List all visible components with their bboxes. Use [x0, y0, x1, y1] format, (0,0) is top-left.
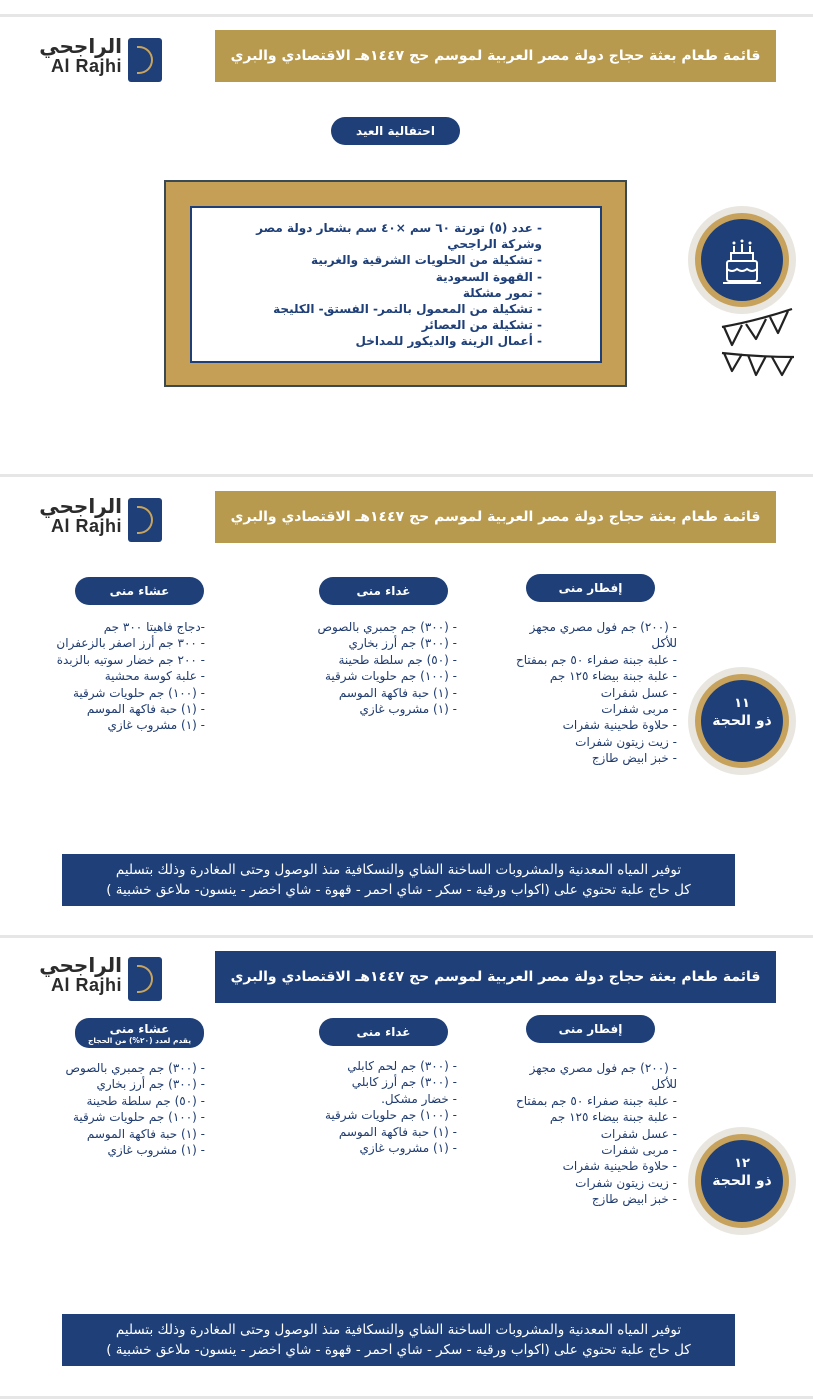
lunch-list	[325, 1058, 457, 1156]
list-item: - (١) مشروب غازي	[359, 1141, 457, 1156]
list-item: - عسل شفرات	[600, 1126, 677, 1141]
list-item: - (٥٠) جم سلطة طحينة	[338, 652, 457, 667]
list-item: - علبة جبنة بيضاء ١٢٥ جم	[549, 669, 677, 684]
logo-mark-icon	[128, 957, 162, 1001]
badge-ring	[695, 213, 789, 307]
list-item: - (٣٠٠) جم أرز بخاري	[96, 1077, 205, 1092]
day-badge	[688, 1127, 796, 1235]
dinner-pill-title: عشاء منى	[109, 1022, 170, 1036]
page-divider	[0, 474, 813, 477]
list-item: - (١٠٠) جم حلويات شرقية	[324, 1108, 457, 1123]
list-item: - علبة جبنة صفراء ٥٠ جم بمفتاح	[515, 1093, 677, 1108]
day-month: ذو الحجة	[712, 1173, 772, 1189]
badge-ring	[695, 1134, 789, 1228]
logo-arabic-text: الراجحي	[39, 953, 122, 977]
list-item: - (١) مشروب غازي	[107, 1143, 205, 1158]
badge-inner	[701, 680, 783, 762]
list-item: - (١) حبة فاكهة الموسم	[338, 1124, 457, 1139]
page-divider	[0, 14, 813, 17]
day-badge	[688, 667, 796, 775]
list-item: - خضار مشكل.	[381, 1091, 457, 1106]
menu-title-banner: قائمة طعام بعثة حجاج دولة مصر العربية لموسم حج ١٤٤٧هـ الاقتصادي والبري	[215, 951, 776, 1003]
page-divider	[0, 1396, 813, 1399]
logo-mark-icon	[128, 498, 162, 542]
list-item: - ٣٠٠ جم أرز اصفر بالزعفران	[56, 636, 205, 651]
menu-title-banner: قائمة طعام بعثة حجاج دولة مصر العربية لموسم حج ١٤٤٧هـ الاقتصادي والبري	[215, 30, 776, 82]
dinner-pill	[75, 1018, 204, 1048]
note-line: كل حاج علبة تحتوي على (اكواب ورقية - سكر - شاي احمر - قهوة - شاي اخضر - ينسون- ملاعق خشبية )	[106, 1342, 691, 1358]
list-item: - (٥٠) جم سلطة طحينة	[86, 1093, 205, 1108]
note-line: توفير المياه المعدنية والمشروبات الساخنة الشاي والنسكافية منذ الوصول وحتى المغادرة وذلك بتسليم	[115, 1322, 682, 1338]
list-item: - حلاوة طحينية شفرات	[562, 718, 677, 733]
list-item: - (٢٠٠) جم فول مصري مجهز	[529, 620, 677, 634]
beverages-note	[62, 1314, 735, 1366]
day-number: ١١	[734, 696, 750, 711]
logo-latin-text: Al Rajhi	[50, 56, 122, 76]
al-rajhi-logo	[32, 494, 162, 544]
list-item: - خبز ابيض طازج	[591, 1192, 677, 1207]
list-item: - (٣٠٠) جم أرز كابلي	[351, 1075, 457, 1090]
logo-latin-text: Al Rajhi	[50, 516, 122, 536]
list-item: - زيت زيتون شفرات	[575, 1175, 677, 1190]
list-item: - (١٠٠) جم حلويات شرقية	[324, 669, 457, 684]
lunch-list	[318, 619, 457, 717]
dinner-list	[66, 1060, 205, 1158]
list-item: - (٣٠٠) جم جمبري بالصوص	[317, 620, 457, 634]
page-divider	[0, 935, 813, 938]
badge-inner	[701, 1140, 783, 1222]
list-item: - مربى شفرات	[601, 702, 677, 717]
eid-celebration-pill: احتفالية العيد	[331, 117, 460, 145]
list-item: وشركة الراجحي	[447, 237, 542, 252]
note-line: توفير المياه المعدنية والمشروبات الساخنة الشاي والنسكافية منذ الوصول وحتى المغادرة وذلك بتسليم	[115, 862, 682, 878]
list-item: - عدد (٥) تورتة ٦٠ سم ×٤٠ سم بشعار دولة مصر	[256, 221, 542, 235]
list-item: - (١) حبة فاكهة الموسم	[338, 685, 457, 700]
lunch-pill: غداء منى	[319, 1018, 448, 1046]
list-item: - (١٠٠) جم حلويات شرقية	[72, 685, 205, 700]
breakfast-pill: إفطار منى	[526, 1015, 655, 1043]
list-item: - (١) حبة فاكهة الموسم	[86, 702, 205, 717]
list-item: - تشكيلة من العصائر	[421, 318, 542, 333]
list-item: - علبة جبنة بيضاء ١٢٥ جم	[549, 1110, 677, 1125]
list-item: - أعمال الزينة والديكور للمداخل	[355, 334, 542, 349]
day-number: ١٢	[734, 1156, 750, 1171]
list-item: - ٢٠٠ جم خضار سوتيه بالزبدة	[56, 652, 205, 667]
eid-items-frame	[164, 180, 627, 387]
logo-arabic-text: الراجحي	[39, 494, 122, 518]
breakfast-list	[516, 619, 677, 767]
dinner-pill: عشاء منى	[75, 577, 204, 605]
list-item: - (٢٠٠) جم فول مصري مجهز	[529, 1061, 677, 1075]
cake-icon	[701, 219, 783, 301]
list-item: - خبز ابيض طازج	[591, 751, 677, 766]
list-item: - عسل شفرات	[600, 685, 677, 700]
list-item: - (٣٠٠) جم أرز بخاري	[348, 636, 457, 651]
list-item: - (٣٠٠) جم جمبري بالصوص	[65, 1061, 205, 1075]
badge-ring	[695, 674, 789, 768]
list-item: - (١٠٠) جم حلويات شرقية	[72, 1110, 205, 1125]
dinner-list	[56, 619, 205, 734]
menu-title-banner: قائمة طعام بعثة حجاج دولة مصر العربية لموسم حج ١٤٤٧هـ الاقتصادي والبري	[215, 491, 776, 543]
list-item: - القهوة السعودية	[435, 269, 542, 284]
note-line: كل حاج علبة تحتوي على (اكواب ورقية - سكر - شاي احمر - قهوة - شاي اخضر - ينسون- ملاعق خشبية )	[106, 882, 691, 898]
breakfast-list	[516, 1060, 677, 1208]
eid-items-box	[190, 206, 602, 363]
list-item: - تشكيلة من الحلويات الشرقية والغربية	[311, 253, 542, 268]
list-item: -دجاج فاهيتا ٣٠٠ جم	[103, 620, 205, 634]
badge-inner	[701, 219, 783, 301]
list-item: - زيت زيتون شفرات	[575, 734, 677, 749]
cake-badge	[688, 206, 796, 314]
list-item: - تمور مشكلة	[462, 285, 542, 300]
bunting-icon	[718, 305, 798, 385]
logo-arabic-text: الراجحي	[39, 34, 122, 58]
logo-latin-text: Al Rajhi	[50, 975, 122, 995]
list-item: للأكل	[651, 636, 677, 651]
list-item: - حلاوة طحينية شفرات	[562, 1159, 677, 1174]
eid-items-list	[256, 220, 542, 350]
al-rajhi-logo	[32, 953, 162, 1003]
list-item: - (٣٠٠) جم لحم كابلي	[347, 1059, 457, 1073]
al-rajhi-logo	[32, 34, 162, 84]
list-item: - تشكيلة من المعمول بالتمر- الفستق- الكليجة	[273, 302, 542, 317]
list-item: - (١) حبة فاكهة الموسم	[86, 1126, 205, 1141]
beverages-note	[62, 854, 735, 906]
list-item: - (١) مشروب غازي	[359, 702, 457, 717]
list-item: - علبة جبنة صفراء ٥٠ جم بمفتاح	[515, 652, 677, 667]
breakfast-pill: إفطار منى	[526, 574, 655, 602]
list-item: - علبة كوسة محشية	[104, 669, 205, 684]
day-month: ذو الحجة	[712, 713, 772, 729]
dinner-pill-subtitle: يقدم لعدد (٢٠%) من الحجاج	[87, 1036, 192, 1045]
list-item: - (١) مشروب غازي	[107, 718, 205, 733]
list-item: - مربى شفرات	[601, 1143, 677, 1158]
lunch-pill: غداء منى	[319, 577, 448, 605]
logo-mark-icon	[128, 38, 162, 82]
list-item: للأكل	[651, 1077, 677, 1092]
